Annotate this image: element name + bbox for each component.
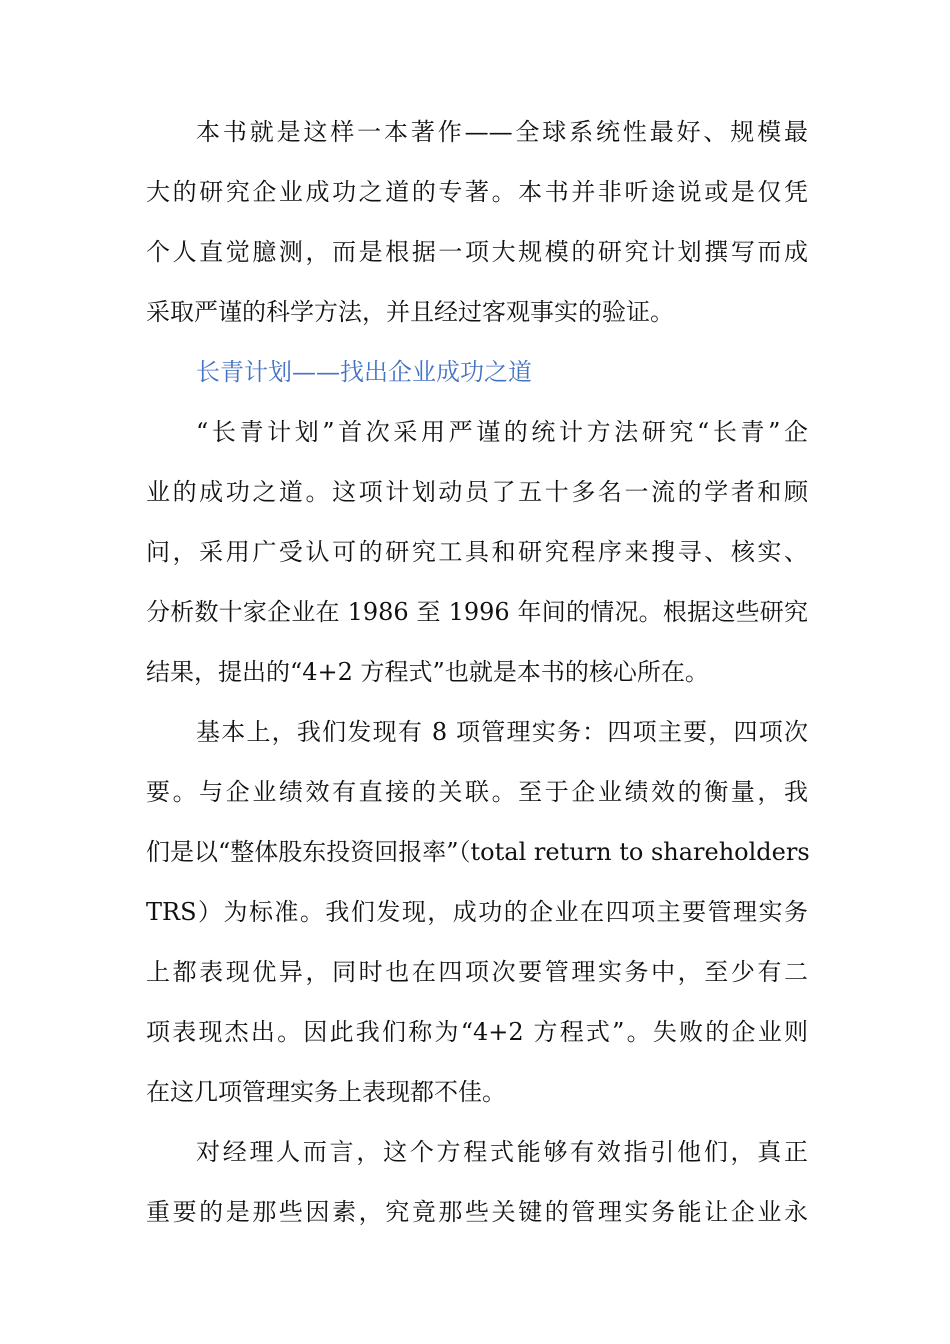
paragraph-line: 基本上，我们发现有 8 项管理实务：四项主要，四项次 [196, 718, 808, 746]
paragraph-line: 个人直觉臆测，而是根据一项大规模的研究计划撰写而成 [146, 238, 808, 266]
paragraph-line: 在这几项管理实务上表现都不佳。 [146, 1078, 506, 1106]
paragraph-line: TRS）为标准。我们发现，成功的企业在四项主要管理实务 [146, 898, 808, 926]
document-page [146, 102, 808, 1242]
paragraph-line: 大的研究企业成功之道的专著。本书并非听途说或是仅凭 [146, 178, 808, 206]
paragraph-1 [146, 102, 808, 342]
paragraph-line: 重要的是那些因素，究竟那些关键的管理实务能让企业永 [146, 1198, 808, 1226]
paragraph-line: 采取严谨的科学方法，并且经过客观事实的验证。 [146, 298, 674, 326]
paragraph-line: 结果，提出的“4+2 方程式”也就是本书的核心所在。 [146, 658, 709, 686]
section-heading: 长青计划——找出企业成功之道 [196, 358, 532, 386]
paragraph-4 [146, 1122, 808, 1242]
paragraph-line: 项表现杰出。因此我们称为“4+2 方程式”。失败的企业则 [146, 1018, 808, 1046]
paragraph-line: “长青计划”首次采用严谨的统计方法研究“长青”企 [196, 418, 808, 446]
paragraph-line: 们是以“整体股东投资回报率”（total return to shareholders [146, 838, 810, 866]
paragraph-line: 问，采用广受认可的研究工具和研究程序来搜寻、核实、 [146, 538, 808, 566]
paragraph-2 [146, 402, 808, 702]
paragraph-line: 上都表现优异，同时也在四项次要管理实务中，至少有二 [146, 958, 808, 986]
paragraph-line: 本书就是这样一本著作——全球系统性最好、规模最 [196, 118, 808, 146]
paragraph-line: 要。与企业绩效有直接的关联。至于企业绩效的衡量，我 [146, 778, 808, 806]
paragraph-3 [146, 702, 808, 1122]
paragraph-line: 对经理人而言，这个方程式能够有效指引他们，真正 [196, 1138, 808, 1166]
paragraph-line: 分析数十家企业在 1986 至 1996 年间的情况。根据这些研究 [146, 598, 808, 626]
paragraph-line: 业的成功之道。这项计划动员了五十多名一流的学者和顾 [146, 478, 808, 506]
